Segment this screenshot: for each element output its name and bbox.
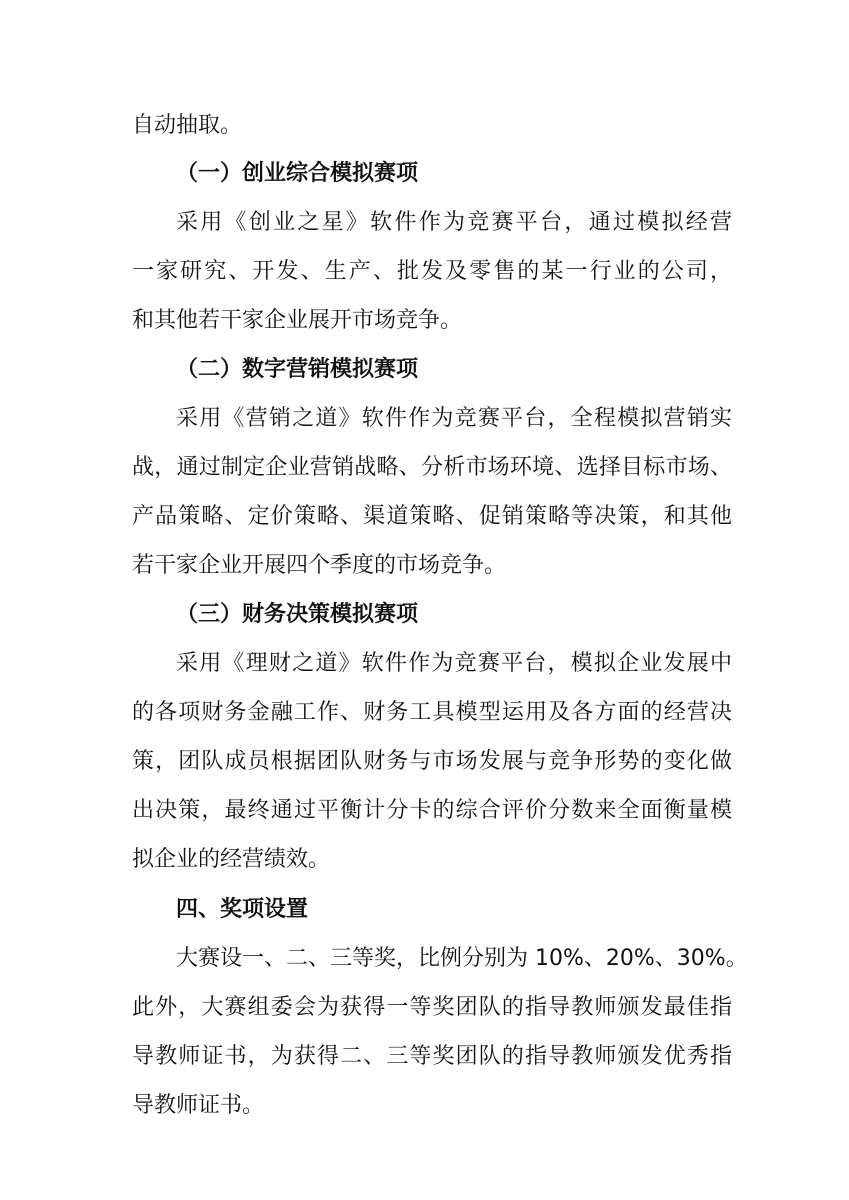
section-2-line-3: 产品策略、定价策略、渠道策略、促销策略等决策，和其他: [132, 504, 732, 529]
section-3-line-5: 拟企业的经营绩效。: [132, 847, 331, 872]
section-3-line-3: 策，团队成员根据团队财务与市场发展与竞争形势的变化做: [132, 749, 732, 774]
section-4-heading: 四、奖项设置: [176, 897, 309, 922]
section-4-line-2: 此外，大赛组委会为获得一等奖团队的指导教师颁发最佳指: [132, 995, 732, 1020]
section-2-line-4: 若干家企业开展四个季度的市场竞争。: [132, 553, 507, 578]
section-3-line-4: 出决策，最终通过平衡计分卡的综合评价分数来全面衡量模: [132, 798, 732, 823]
section-3-heading: （三）财务决策模拟赛项: [176, 602, 419, 627]
section-1-line-3: 和其他若干家企业展开市场竞争。: [132, 308, 463, 333]
section-1-line-1: 采用《创业之星》软件作为竞赛平台，通过模拟经营: [176, 210, 732, 235]
section-3-line-1: 采用《理财之道》软件作为竞赛平台，模拟企业发展中: [176, 651, 732, 676]
section-4-line-3: 导教师证书，为获得二、三等奖团队的指导教师颁发优秀指: [132, 1044, 732, 1069]
section-1-heading: （一）创业综合模拟赛项: [176, 161, 419, 186]
section-1-line-2: 一家研究、开发、生产、批发及零售的某一行业的公司，: [132, 259, 732, 284]
section-2-line-2: 战，通过制定企业营销战略、分析市场环境、选择目标市场、: [132, 455, 732, 480]
section-2-line-1: 采用《营销之道》软件作为竞赛平台，全程模拟营销实: [176, 406, 732, 431]
section-4-line-1: 大赛设一、二、三等奖，比例分别为 10%、20%、30%。: [176, 946, 748, 971]
continuation-line: 自动抽取。: [132, 113, 243, 138]
section-3-line-2: 的各项财务金融工作、财务工具模型运用及各方面的经营决: [132, 700, 732, 725]
section-2-heading: （二）数字营销模拟赛项: [176, 357, 419, 382]
section-4-line-4: 导教师证书。: [132, 1093, 265, 1118]
